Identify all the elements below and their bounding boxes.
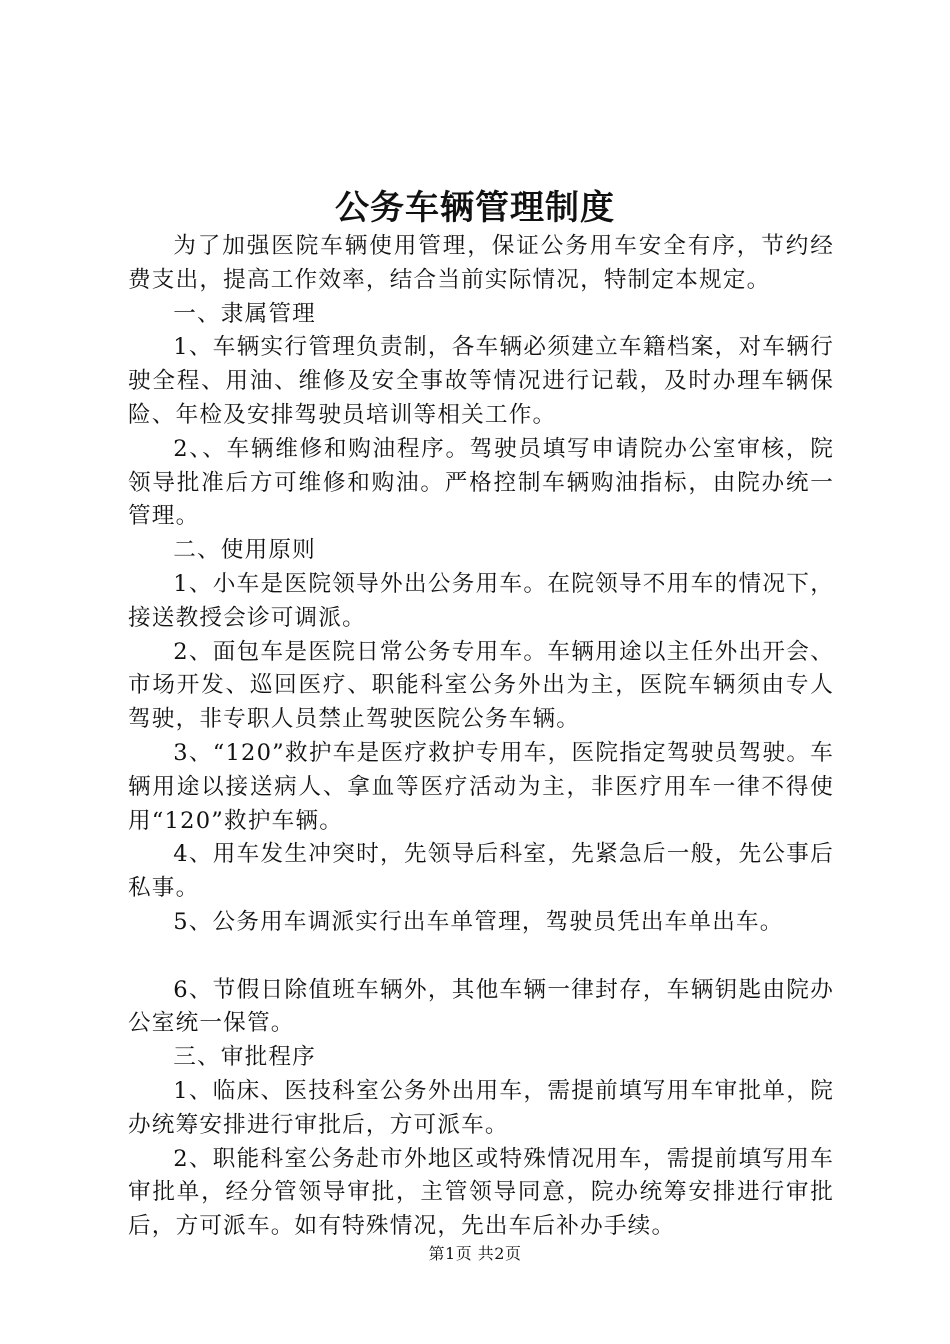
paragraph: 6、节假日除值班车辆外，其他车辆一律封存，车辆钥匙由院办公室统一保管。 <box>128 976 834 1037</box>
paragraph: 2、、车辆维修和购油程序。驾驶员填写申请院办公室审核，院领导批准后方可维修和购油。严格控制车辆购油指标，由院办统一管理。 <box>128 435 834 530</box>
section-heading-usage: 二、使用原则 <box>173 537 316 564</box>
paragraph: 4、用车发生冲突时，先领导后科室，先紧急后一般，先公事后私事。 <box>128 841 834 902</box>
paragraph: 2、面包车是医院日常公务专用车。车辆用途以主任外出开会、市场开发、巡回医疗、职能科室公务外出为主，医院车辆须由专人驾驶，非专职人员禁止驾驶医院公务车辆。 <box>128 638 834 733</box>
section-heading-affiliation: 一、隶属管理 <box>173 300 316 327</box>
section-heading-approval: 三、审批程序 <box>173 1044 316 1071</box>
blank-line <box>128 940 834 974</box>
paragraph: 5、公务用车调派实行出车单管理，驾驶员凭出车单出车。 <box>173 908 784 935</box>
intro-paragraph: 为了加强医院车辆使用管理，保证公务用车安全有序，节约经费支出，提高工作效率，结合当前实际情况，特制定本规定。 <box>128 233 834 293</box>
paragraph: 2、职能科室公务赴市外地区或特殊情况用车，需提前填写用车审批单，经分管领导审批，主管领导同意，院办统筹安排进行审批后，方可派车。如有特殊情况，先出车后补办手续。 <box>128 1145 834 1240</box>
paragraph: 1、小车是医院领导外出公务用车。在院领导不用车的情况下，接送教授会诊可调派。 <box>128 570 834 631</box>
paragraph: 3、“120”救护车是医疗救护专用车，医院指定驾驶员驾驶。车辆用途以接送病人、拿血等医疗活动为主，非医疗用车一律不得使用“120”救护车辆。 <box>128 739 834 834</box>
document-body <box>128 230 834 1244</box>
page-number-footer: 第1页 共2页 <box>428 1244 522 1263</box>
document-title: 公务车辆管理制度 <box>335 188 615 228</box>
paragraph: 1、车辆实行管理负责制，各车辆必须建立车籍档案，对车辆行驶全程、用油、维修及安全事故等情况进行记载，及时办理车辆保险、年检及安排驾驶员培训等相关工作。 <box>128 334 834 428</box>
paragraph: 1、临床、医技科室公务外出用车，需提前填写用车审批单，院办统筹安排进行审批后，方可派车。 <box>128 1077 834 1138</box>
